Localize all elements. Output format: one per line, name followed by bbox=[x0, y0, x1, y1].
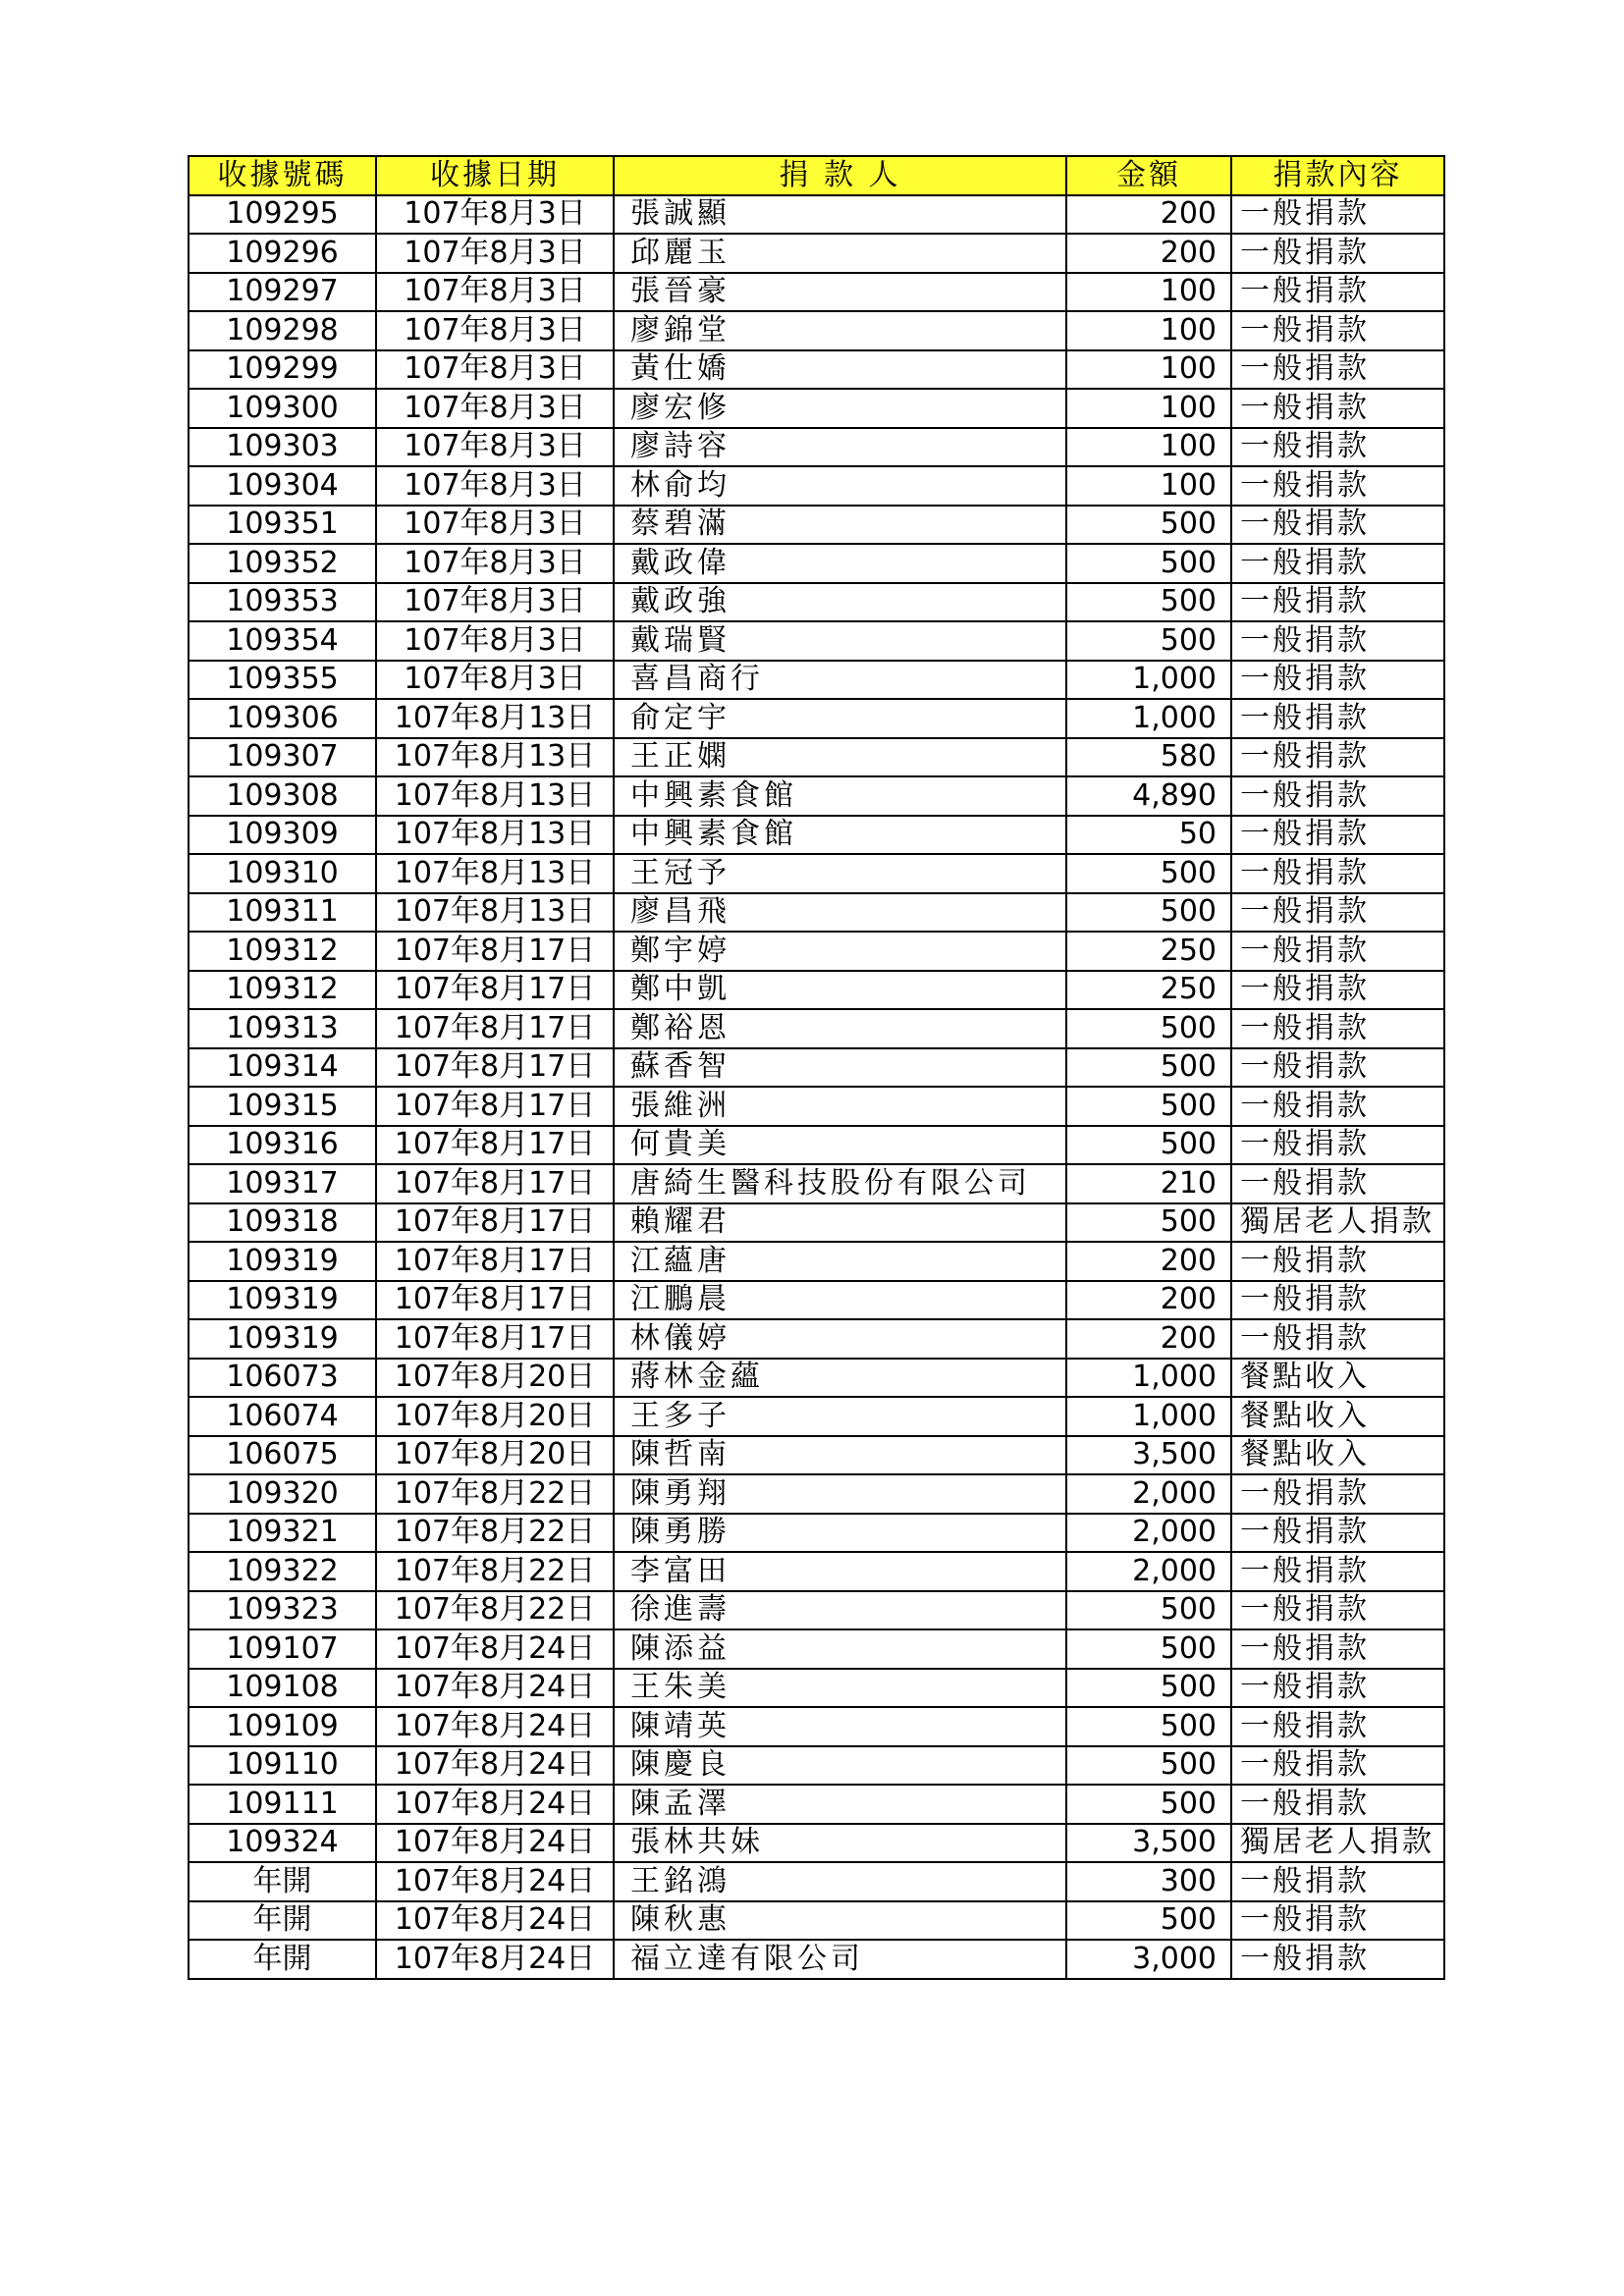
cell-receipt-no: 109311 bbox=[189, 893, 376, 933]
cell-amount: 300 bbox=[1066, 1862, 1231, 1901]
cell-receipt-no: 109310 bbox=[189, 854, 376, 893]
table-row bbox=[189, 932, 1444, 971]
cell-receipt-no: 109353 bbox=[189, 583, 376, 622]
header-amount: 金額 bbox=[1066, 156, 1231, 195]
cell-receipt-date: 107年8月24日 bbox=[376, 1669, 614, 1708]
cell-receipt-date: 107年8月3日 bbox=[376, 428, 614, 467]
cell-donor: 陳勇翔 bbox=[614, 1474, 1066, 1514]
cell-amount: 500 bbox=[1066, 1629, 1231, 1669]
cell-amount: 210 bbox=[1066, 1164, 1231, 1203]
cell-donor: 陳添益 bbox=[614, 1629, 1066, 1669]
cell-amount: 50 bbox=[1066, 816, 1231, 855]
cell-receipt-date: 107年8月13日 bbox=[376, 854, 614, 893]
cell-receipt-no: 年開 bbox=[189, 1862, 376, 1901]
table-row bbox=[189, 1087, 1444, 1126]
table-row bbox=[189, 1824, 1444, 1863]
cell-content: 一般捐款 bbox=[1231, 1242, 1444, 1281]
cell-receipt-date: 107年8月24日 bbox=[376, 1901, 614, 1941]
table-row bbox=[189, 273, 1444, 312]
cell-receipt-no: 109308 bbox=[189, 776, 376, 816]
table-row bbox=[189, 1514, 1444, 1553]
cell-amount: 200 bbox=[1066, 1242, 1231, 1281]
cell-content: 一般捐款 bbox=[1231, 583, 1444, 622]
cell-content: 一般捐款 bbox=[1231, 816, 1444, 855]
cell-amount: 500 bbox=[1066, 1669, 1231, 1708]
cell-receipt-date: 107年8月13日 bbox=[376, 776, 614, 816]
cell-amount: 500 bbox=[1066, 1901, 1231, 1941]
table-row bbox=[189, 195, 1444, 235]
cell-amount: 100 bbox=[1066, 273, 1231, 312]
cell-amount: 200 bbox=[1066, 234, 1231, 273]
cell-receipt-no: 109111 bbox=[189, 1785, 376, 1824]
cell-receipt-no: 109110 bbox=[189, 1746, 376, 1786]
table-row bbox=[189, 350, 1444, 390]
cell-amount: 500 bbox=[1066, 1746, 1231, 1786]
cell-receipt-date: 107年8月20日 bbox=[376, 1359, 614, 1398]
cell-receipt-no: 109295 bbox=[189, 195, 376, 235]
table-row bbox=[189, 816, 1444, 855]
cell-receipt-no: 109316 bbox=[189, 1126, 376, 1165]
cell-content: 一般捐款 bbox=[1231, 1669, 1444, 1708]
table-row bbox=[189, 466, 1444, 506]
cell-receipt-no: 109323 bbox=[189, 1591, 376, 1630]
cell-receipt-no: 109309 bbox=[189, 816, 376, 855]
cell-receipt-no: 109298 bbox=[189, 311, 376, 350]
cell-receipt-date: 107年8月13日 bbox=[376, 699, 614, 738]
cell-receipt-no: 年開 bbox=[189, 1940, 376, 1979]
cell-receipt-date: 107年8月24日 bbox=[376, 1824, 614, 1863]
table-row bbox=[189, 1669, 1444, 1708]
cell-content: 一般捐款 bbox=[1231, 1281, 1444, 1320]
cell-content: 一般捐款 bbox=[1231, 1126, 1444, 1165]
cell-donor: 張晉豪 bbox=[614, 273, 1066, 312]
cell-amount: 100 bbox=[1066, 428, 1231, 467]
cell-amount: 1,000 bbox=[1066, 699, 1231, 738]
cell-amount: 200 bbox=[1066, 1319, 1231, 1359]
cell-receipt-no: 109317 bbox=[189, 1164, 376, 1203]
cell-receipt-date: 107年8月17日 bbox=[376, 1009, 614, 1048]
cell-content: 一般捐款 bbox=[1231, 195, 1444, 235]
cell-content: 一般捐款 bbox=[1231, 428, 1444, 467]
cell-donor: 王正嫻 bbox=[614, 738, 1066, 777]
table-row bbox=[189, 1901, 1444, 1941]
table-header bbox=[189, 156, 1444, 195]
cell-receipt-date: 107年8月3日 bbox=[376, 311, 614, 350]
cell-content: 餐點收入 bbox=[1231, 1359, 1444, 1398]
cell-amount: 500 bbox=[1066, 1707, 1231, 1746]
cell-donor: 江蘊唐 bbox=[614, 1242, 1066, 1281]
cell-receipt-no: 109312 bbox=[189, 932, 376, 971]
table-row bbox=[189, 1940, 1444, 1979]
cell-amount: 500 bbox=[1066, 1591, 1231, 1630]
cell-donor: 陳勇勝 bbox=[614, 1514, 1066, 1553]
cell-receipt-no: 109303 bbox=[189, 428, 376, 467]
cell-donor: 中興素食館 bbox=[614, 776, 1066, 816]
cell-receipt-no: 106073 bbox=[189, 1359, 376, 1398]
cell-donor: 王多子 bbox=[614, 1397, 1066, 1436]
table-row bbox=[189, 1746, 1444, 1786]
cell-donor: 唐綺生醫科技股份有限公司 bbox=[614, 1164, 1066, 1203]
cell-donor: 陳靖英 bbox=[614, 1707, 1066, 1746]
cell-receipt-no: 109296 bbox=[189, 234, 376, 273]
cell-content: 一般捐款 bbox=[1231, 1009, 1444, 1048]
cell-receipt-date: 107年8月3日 bbox=[376, 544, 614, 583]
cell-amount: 250 bbox=[1066, 971, 1231, 1010]
cell-amount: 500 bbox=[1066, 621, 1231, 661]
table-row bbox=[189, 428, 1444, 467]
cell-receipt-date: 107年8月17日 bbox=[376, 1048, 614, 1088]
header-donor: 捐 款 人 bbox=[614, 156, 1066, 195]
cell-amount: 2,000 bbox=[1066, 1514, 1231, 1553]
cell-receipt-no: 109108 bbox=[189, 1669, 376, 1708]
cell-donor: 林俞均 bbox=[614, 466, 1066, 506]
cell-donor: 蔣林金蘊 bbox=[614, 1359, 1066, 1398]
table-row bbox=[189, 1126, 1444, 1165]
cell-receipt-date: 107年8月22日 bbox=[376, 1591, 614, 1630]
cell-content: 一般捐款 bbox=[1231, 1048, 1444, 1088]
cell-receipt-date: 107年8月20日 bbox=[376, 1397, 614, 1436]
cell-content: 一般捐款 bbox=[1231, 1087, 1444, 1126]
cell-content: 一般捐款 bbox=[1231, 971, 1444, 1010]
cell-receipt-date: 107年8月17日 bbox=[376, 1126, 614, 1165]
cell-receipt-date: 107年8月24日 bbox=[376, 1785, 614, 1824]
cell-receipt-date: 107年8月13日 bbox=[376, 893, 614, 933]
cell-donor: 陳慶良 bbox=[614, 1746, 1066, 1786]
cell-donor: 蘇香智 bbox=[614, 1048, 1066, 1088]
cell-receipt-date: 107年8月17日 bbox=[376, 1319, 614, 1359]
table-row bbox=[189, 1242, 1444, 1281]
cell-receipt-date: 107年8月24日 bbox=[376, 1862, 614, 1901]
cell-receipt-date: 107年8月3日 bbox=[376, 621, 614, 661]
cell-donor: 俞定宇 bbox=[614, 699, 1066, 738]
cell-donor: 江鵬晨 bbox=[614, 1281, 1066, 1320]
cell-receipt-date: 107年8月24日 bbox=[376, 1940, 614, 1979]
cell-receipt-no: 109321 bbox=[189, 1514, 376, 1553]
cell-receipt-no: 109107 bbox=[189, 1629, 376, 1669]
cell-content: 一般捐款 bbox=[1231, 1746, 1444, 1786]
table-row bbox=[189, 1591, 1444, 1630]
cell-receipt-no: 109313 bbox=[189, 1009, 376, 1048]
cell-donor: 陳秋惠 bbox=[614, 1901, 1066, 1941]
cell-amount: 2,000 bbox=[1066, 1552, 1231, 1591]
cell-amount: 500 bbox=[1066, 1126, 1231, 1165]
table-row bbox=[189, 544, 1444, 583]
cell-donor: 鄭宇婷 bbox=[614, 932, 1066, 971]
cell-receipt-no: 109297 bbox=[189, 273, 376, 312]
cell-content: 一般捐款 bbox=[1231, 350, 1444, 390]
cell-content: 一般捐款 bbox=[1231, 311, 1444, 350]
cell-donor: 黃仕嬌 bbox=[614, 350, 1066, 390]
header-receipt-no: 收據號碼 bbox=[189, 156, 376, 195]
table-row bbox=[189, 1436, 1444, 1475]
cell-receipt-date: 107年8月24日 bbox=[376, 1746, 614, 1786]
cell-amount: 500 bbox=[1066, 1203, 1231, 1243]
cell-amount: 1,000 bbox=[1066, 1359, 1231, 1398]
cell-receipt-no: 109355 bbox=[189, 661, 376, 700]
table-row bbox=[189, 1707, 1444, 1746]
cell-receipt-date: 107年8月17日 bbox=[376, 1087, 614, 1126]
cell-receipt-no: 109299 bbox=[189, 350, 376, 390]
cell-amount: 100 bbox=[1066, 466, 1231, 506]
cell-donor: 廖錦堂 bbox=[614, 311, 1066, 350]
cell-donor: 陳孟澤 bbox=[614, 1785, 1066, 1824]
cell-content: 一般捐款 bbox=[1231, 738, 1444, 777]
cell-amount: 1,000 bbox=[1066, 661, 1231, 700]
cell-receipt-date: 107年8月22日 bbox=[376, 1474, 614, 1514]
cell-donor: 福立達有限公司 bbox=[614, 1940, 1066, 1979]
cell-receipt-no: 109315 bbox=[189, 1087, 376, 1126]
table-row bbox=[189, 1203, 1444, 1243]
cell-receipt-no: 109300 bbox=[189, 389, 376, 428]
cell-receipt-date: 107年8月17日 bbox=[376, 971, 614, 1010]
cell-donor: 王銘鴻 bbox=[614, 1862, 1066, 1901]
cell-receipt-no: 106074 bbox=[189, 1397, 376, 1436]
cell-donor: 戴瑞賢 bbox=[614, 621, 1066, 661]
table-row bbox=[189, 738, 1444, 777]
cell-receipt-date: 107年8月24日 bbox=[376, 1707, 614, 1746]
cell-receipt-date: 107年8月22日 bbox=[376, 1514, 614, 1553]
cell-amount: 500 bbox=[1066, 1009, 1231, 1048]
cell-donor: 鄭裕恩 bbox=[614, 1009, 1066, 1048]
cell-receipt-no: 109304 bbox=[189, 466, 376, 506]
header-receipt-date: 收據日期 bbox=[376, 156, 614, 195]
cell-content: 獨居老人捐款 bbox=[1231, 1824, 1444, 1863]
header-content: 捐款內容 bbox=[1231, 156, 1444, 195]
cell-receipt-no: 109319 bbox=[189, 1281, 376, 1320]
table-row bbox=[189, 506, 1444, 545]
cell-amount: 500 bbox=[1066, 544, 1231, 583]
cell-receipt-no: 109306 bbox=[189, 699, 376, 738]
cell-receipt-date: 107年8月17日 bbox=[376, 1203, 614, 1243]
cell-donor: 鄭中凱 bbox=[614, 971, 1066, 1010]
cell-amount: 200 bbox=[1066, 1281, 1231, 1320]
table-row bbox=[189, 1319, 1444, 1359]
cell-receipt-no: 109319 bbox=[189, 1242, 376, 1281]
cell-content: 一般捐款 bbox=[1231, 1785, 1444, 1824]
donation-table bbox=[188, 155, 1445, 1980]
cell-receipt-no: 109109 bbox=[189, 1707, 376, 1746]
cell-amount: 500 bbox=[1066, 1087, 1231, 1126]
cell-content: 餐點收入 bbox=[1231, 1436, 1444, 1475]
cell-receipt-date: 107年8月24日 bbox=[376, 1629, 614, 1669]
table-row bbox=[189, 776, 1444, 816]
cell-amount: 100 bbox=[1066, 350, 1231, 390]
cell-receipt-date: 107年8月3日 bbox=[376, 583, 614, 622]
cell-content: 一般捐款 bbox=[1231, 1591, 1444, 1630]
cell-amount: 250 bbox=[1066, 932, 1231, 971]
cell-amount: 500 bbox=[1066, 506, 1231, 545]
cell-donor: 賴耀君 bbox=[614, 1203, 1066, 1243]
cell-donor: 張林共妹 bbox=[614, 1824, 1066, 1863]
cell-donor: 戴政強 bbox=[614, 583, 1066, 622]
cell-content: 一般捐款 bbox=[1231, 1862, 1444, 1901]
cell-donor: 李富田 bbox=[614, 1552, 1066, 1591]
cell-receipt-date: 107年8月22日 bbox=[376, 1552, 614, 1591]
cell-content: 一般捐款 bbox=[1231, 1940, 1444, 1979]
table-row bbox=[189, 661, 1444, 700]
cell-receipt-date: 107年8月3日 bbox=[376, 466, 614, 506]
cell-receipt-no: 109352 bbox=[189, 544, 376, 583]
table-row bbox=[189, 893, 1444, 933]
cell-amount: 200 bbox=[1066, 195, 1231, 235]
cell-receipt-date: 107年8月3日 bbox=[376, 273, 614, 312]
table-row bbox=[189, 621, 1444, 661]
cell-receipt-no: 109351 bbox=[189, 506, 376, 545]
cell-receipt-date: 107年8月17日 bbox=[376, 932, 614, 971]
cell-content: 一般捐款 bbox=[1231, 854, 1444, 893]
cell-content: 一般捐款 bbox=[1231, 661, 1444, 700]
cell-content: 一般捐款 bbox=[1231, 621, 1444, 661]
cell-content: 一般捐款 bbox=[1231, 1319, 1444, 1359]
cell-content: 餐點收入 bbox=[1231, 1397, 1444, 1436]
header-row bbox=[189, 156, 1444, 195]
cell-donor: 中興素食館 bbox=[614, 816, 1066, 855]
cell-receipt-no: 109320 bbox=[189, 1474, 376, 1514]
cell-amount: 500 bbox=[1066, 893, 1231, 933]
cell-content: 一般捐款 bbox=[1231, 466, 1444, 506]
cell-receipt-no: 109307 bbox=[189, 738, 376, 777]
cell-content: 一般捐款 bbox=[1231, 1707, 1444, 1746]
cell-donor: 徐進壽 bbox=[614, 1591, 1066, 1630]
table-row bbox=[189, 1048, 1444, 1088]
cell-amount: 3,500 bbox=[1066, 1436, 1231, 1475]
cell-content: 一般捐款 bbox=[1231, 389, 1444, 428]
table-row bbox=[189, 583, 1444, 622]
cell-receipt-date: 107年8月13日 bbox=[376, 738, 614, 777]
cell-receipt-date: 107年8月17日 bbox=[376, 1164, 614, 1203]
cell-receipt-no: 109314 bbox=[189, 1048, 376, 1088]
table-row bbox=[189, 1281, 1444, 1320]
cell-donor: 戴政偉 bbox=[614, 544, 1066, 583]
cell-amount: 1,000 bbox=[1066, 1397, 1231, 1436]
cell-content: 一般捐款 bbox=[1231, 932, 1444, 971]
cell-receipt-date: 107年8月3日 bbox=[376, 350, 614, 390]
cell-amount: 2,000 bbox=[1066, 1474, 1231, 1514]
cell-donor: 邱麗玉 bbox=[614, 234, 1066, 273]
cell-receipt-date: 107年8月17日 bbox=[376, 1281, 614, 1320]
cell-donor: 張維洲 bbox=[614, 1087, 1066, 1126]
cell-donor: 蔡碧滿 bbox=[614, 506, 1066, 545]
cell-donor: 廖宏修 bbox=[614, 389, 1066, 428]
table-row bbox=[189, 854, 1444, 893]
cell-receipt-date: 107年8月20日 bbox=[376, 1436, 614, 1475]
cell-amount: 500 bbox=[1066, 1785, 1231, 1824]
table-row bbox=[189, 699, 1444, 738]
cell-content: 一般捐款 bbox=[1231, 506, 1444, 545]
cell-amount: 100 bbox=[1066, 311, 1231, 350]
cell-receipt-date: 107年8月3日 bbox=[376, 234, 614, 273]
cell-donor: 廖昌飛 bbox=[614, 893, 1066, 933]
table-row bbox=[189, 311, 1444, 350]
table-row bbox=[189, 1397, 1444, 1436]
cell-receipt-no: 109318 bbox=[189, 1203, 376, 1243]
table-row bbox=[189, 1164, 1444, 1203]
cell-receipt-no: 109312 bbox=[189, 971, 376, 1010]
cell-donor: 陳哲南 bbox=[614, 1436, 1066, 1475]
cell-content: 一般捐款 bbox=[1231, 776, 1444, 816]
cell-content: 一般捐款 bbox=[1231, 234, 1444, 273]
cell-donor: 王冠予 bbox=[614, 854, 1066, 893]
cell-content: 一般捐款 bbox=[1231, 1164, 1444, 1203]
cell-content: 一般捐款 bbox=[1231, 544, 1444, 583]
cell-content: 一般捐款 bbox=[1231, 1629, 1444, 1669]
table-row bbox=[189, 971, 1444, 1010]
cell-donor: 王朱美 bbox=[614, 1669, 1066, 1708]
cell-amount: 500 bbox=[1066, 854, 1231, 893]
cell-content: 一般捐款 bbox=[1231, 1474, 1444, 1514]
cell-donor: 林儀婷 bbox=[614, 1319, 1066, 1359]
table-row bbox=[189, 1359, 1444, 1398]
cell-donor: 張誠顯 bbox=[614, 195, 1066, 235]
table-body bbox=[189, 195, 1444, 1979]
cell-donor: 廖詩容 bbox=[614, 428, 1066, 467]
cell-receipt-date: 107年8月3日 bbox=[376, 389, 614, 428]
table-row bbox=[189, 1629, 1444, 1669]
cell-receipt-date: 107年8月17日 bbox=[376, 1242, 614, 1281]
cell-amount: 580 bbox=[1066, 738, 1231, 777]
cell-content: 獨居老人捐款 bbox=[1231, 1203, 1444, 1243]
cell-donor: 何貴美 bbox=[614, 1126, 1066, 1165]
cell-receipt-no: 年開 bbox=[189, 1901, 376, 1941]
cell-content: 一般捐款 bbox=[1231, 273, 1444, 312]
cell-amount: 100 bbox=[1066, 389, 1231, 428]
table-row bbox=[189, 1009, 1444, 1048]
cell-content: 一般捐款 bbox=[1231, 1552, 1444, 1591]
table-row bbox=[189, 1552, 1444, 1591]
table-row bbox=[189, 389, 1444, 428]
cell-amount: 3,500 bbox=[1066, 1824, 1231, 1863]
cell-receipt-date: 107年8月3日 bbox=[376, 195, 614, 235]
table-row bbox=[189, 1862, 1444, 1901]
cell-content: 一般捐款 bbox=[1231, 1514, 1444, 1553]
table-row bbox=[189, 234, 1444, 273]
cell-content: 一般捐款 bbox=[1231, 699, 1444, 738]
cell-receipt-no: 109354 bbox=[189, 621, 376, 661]
cell-receipt-no: 109319 bbox=[189, 1319, 376, 1359]
table-row bbox=[189, 1785, 1444, 1824]
cell-amount: 3,000 bbox=[1066, 1940, 1231, 1979]
cell-receipt-date: 107年8月3日 bbox=[376, 506, 614, 545]
cell-receipt-date: 107年8月3日 bbox=[376, 661, 614, 700]
cell-receipt-no: 106075 bbox=[189, 1436, 376, 1475]
cell-amount: 500 bbox=[1066, 1048, 1231, 1088]
cell-receipt-no: 109322 bbox=[189, 1552, 376, 1591]
cell-content: 一般捐款 bbox=[1231, 1901, 1444, 1941]
cell-content: 一般捐款 bbox=[1231, 893, 1444, 933]
cell-donor: 喜昌商行 bbox=[614, 661, 1066, 700]
cell-amount: 500 bbox=[1066, 583, 1231, 622]
table-row bbox=[189, 1474, 1444, 1514]
cell-amount: 4,890 bbox=[1066, 776, 1231, 816]
cell-receipt-date: 107年8月13日 bbox=[376, 816, 614, 855]
cell-receipt-no: 109324 bbox=[189, 1824, 376, 1863]
